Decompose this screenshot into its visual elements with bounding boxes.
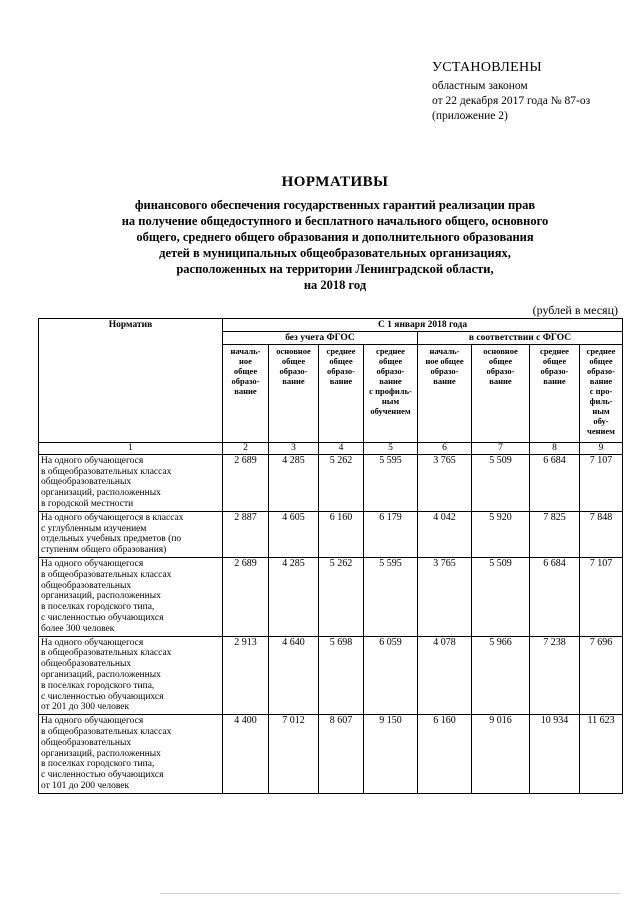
heading-line: финансового обеспечения государственных гарантий реализации прав [134, 198, 536, 212]
approval-line: (приложение 2) [432, 110, 508, 122]
column-number: 8 [530, 443, 580, 455]
header-subcolumn: среднее общее образо- вание с профиль- ным обучением [364, 345, 418, 443]
header-subcolumn: среднее общее образо- вание [530, 345, 580, 443]
table-cell: 7 696 [580, 636, 623, 715]
table-cell: 7 825 [530, 511, 580, 557]
table-cell: 6 179 [364, 511, 418, 557]
table-cell: 6 684 [530, 454, 580, 511]
heading-line: детей в муниципальных общеобразовательных организациях, [159, 246, 511, 260]
table-cell: 5 966 [472, 636, 530, 715]
table-cell: 3 765 [418, 454, 472, 511]
header-group-with-fgos: в соответствии с ФГОС [418, 332, 623, 345]
row-label: На одного обучающегося в общеобразовательных классах общеобразовательных организаций, расположенных в поселках городского типа, с численностью обучающихся более 300 человек [39, 557, 223, 636]
table-cell: 4 640 [269, 636, 319, 715]
table-cell: 5 509 [472, 454, 530, 511]
table-cell: 2 913 [223, 636, 269, 715]
table-cell: 6 059 [364, 636, 418, 715]
approval-line: от 22 декабря 2017 года № 87-оз [432, 95, 591, 107]
header-subcolumn: среднее общее образо- вание с про- филь- ным обу- чением [580, 345, 623, 443]
table-cell: 7 012 [269, 715, 319, 794]
table-cell: 6 160 [418, 715, 472, 794]
table-cell: 6 160 [319, 511, 364, 557]
table-cell: 7 238 [530, 636, 580, 715]
heading-line: на 2018 год [303, 278, 367, 292]
table-cell: 8 607 [319, 715, 364, 794]
table-cell: 3 765 [418, 557, 472, 636]
table-cell: 7 107 [580, 557, 623, 636]
header-subcolumn: началь- ное общее образо- вание [223, 345, 269, 443]
table-cell: 5 595 [364, 454, 418, 511]
header-period: С 1 января 2018 года [223, 319, 623, 332]
table-cell: 4 078 [418, 636, 472, 715]
norms-table [38, 318, 623, 794]
header-subcolumn: основное общее образо- вание [472, 345, 530, 443]
approval-line: областным законом [432, 80, 528, 92]
heading-line: на получение общедоступного и бесплатного начального общего, основного [121, 214, 549, 228]
column-number: 3 [269, 443, 319, 455]
table-cell: 5 509 [472, 557, 530, 636]
heading-line: расположенных на территории Ленинградской области, [176, 262, 494, 276]
table-row [39, 511, 623, 557]
column-number: 4 [319, 443, 364, 455]
table-row [39, 454, 623, 511]
table-cell: 6 684 [530, 557, 580, 636]
row-label: На одного обучающегося в общеобразовательных классах общеобразовательных организаций, расположенных в поселках городского типа, с численностью обучающихся от 101 до 200 человек [39, 715, 223, 794]
column-number: 9 [580, 443, 623, 455]
column-number: 7 [472, 443, 530, 455]
approval-block [432, 60, 632, 124]
table-cell: 4 285 [269, 557, 319, 636]
row-label: На одного обучающегося в классах с углубленным изучением отдельных учебных предметов (по ступеням общего образования) [39, 511, 223, 557]
page-edge-line [160, 893, 620, 894]
header-normative: Норматив [39, 319, 223, 443]
table-cell: 5 698 [319, 636, 364, 715]
table-cell: 9 150 [364, 715, 418, 794]
column-number: 2 [223, 443, 269, 455]
column-number: 6 [418, 443, 472, 455]
approval-title: УСТАНОВЛЕНЫ [432, 60, 542, 75]
header-subcolumn: среднее общее образо- вание [319, 345, 364, 443]
row-label: На одного обучающегося в общеобразовательных классах общеобразовательных организаций, расположенных в городской местности [39, 454, 223, 511]
row-label: На одного обучающегося в общеобразовательных классах общеобразовательных организаций, расположенных в поселках городского типа, с численностью обучающихся от 201 до 300 человек [39, 636, 223, 715]
table-cell: 9 016 [472, 715, 530, 794]
document-title: НОРМАТИВЫ [281, 174, 389, 190]
table-cell: 4 042 [418, 511, 472, 557]
column-number: 5 [364, 443, 418, 455]
header-group-without-fgos: без учета ФГОС [223, 332, 418, 345]
table-cell: 2 887 [223, 511, 269, 557]
table-cell: 2 689 [223, 454, 269, 511]
header-subcolumn: основное общее образо- вание [269, 345, 319, 443]
column-number-row [39, 443, 623, 455]
table-cell: 10 934 [530, 715, 580, 794]
table-row [39, 715, 623, 794]
table-cell: 2 689 [223, 557, 269, 636]
table-row [39, 557, 623, 636]
table-cell: 5 920 [472, 511, 530, 557]
table-cell: 11 623 [580, 715, 623, 794]
table-cell: 4 605 [269, 511, 319, 557]
table-cell: 5 262 [319, 454, 364, 511]
header-subcolumn: началь- ное общее образо- вание [418, 345, 472, 443]
heading-line: общего, среднего общего образования и дополнительного образования [136, 230, 534, 244]
table-row [39, 636, 623, 715]
table-cell: 7 848 [580, 511, 623, 557]
table-cell: 4 400 [223, 715, 269, 794]
column-number: 1 [39, 443, 223, 455]
document-heading [40, 174, 630, 293]
units-note: (рублей в месяц) [532, 303, 618, 317]
table-cell: 5 595 [364, 557, 418, 636]
table-cell: 7 107 [580, 454, 623, 511]
table-cell: 5 262 [319, 557, 364, 636]
table-cell: 4 285 [269, 454, 319, 511]
